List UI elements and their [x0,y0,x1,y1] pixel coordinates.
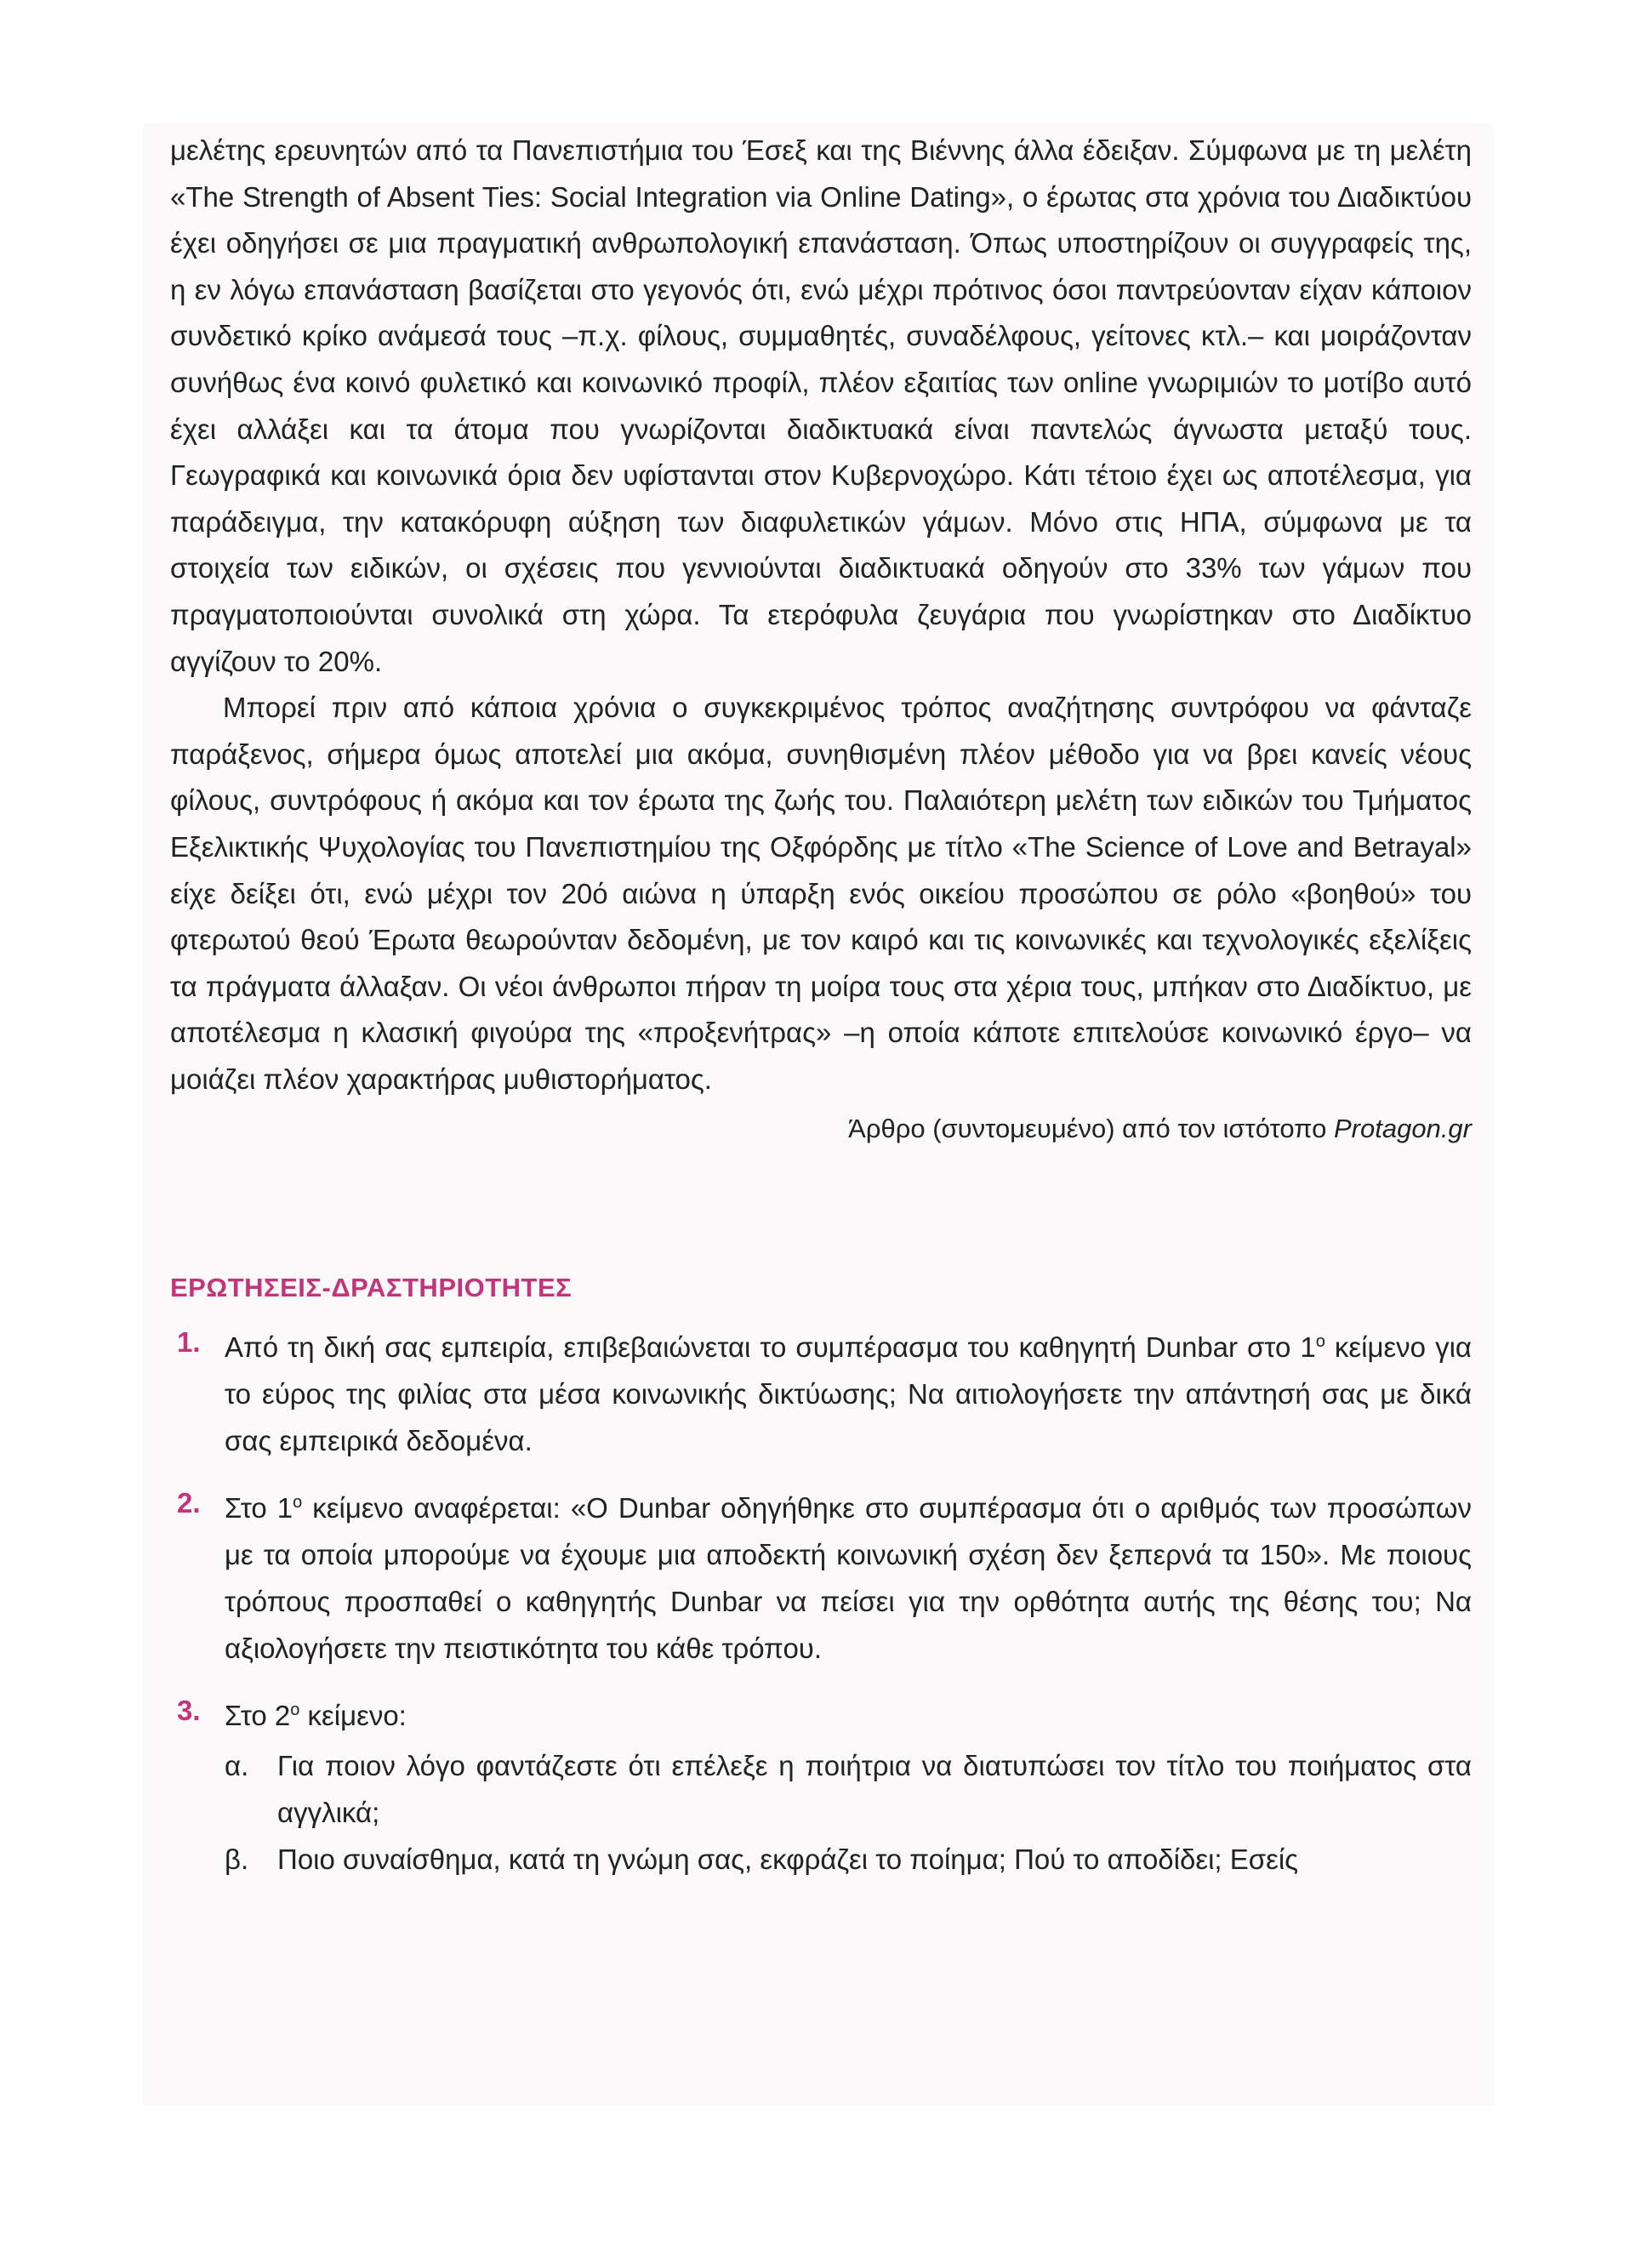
subquestion-a [225,1742,1472,1836]
question-number: 2. [177,1487,201,1519]
question-ordinal: ο [293,1493,303,1513]
subquestion-text: Ποιο συναίσθημα, κατά τη γνώμη σας, εκφράζει το ποίημα; Πού το αποδίδει; Εσείς [277,1843,1299,1876]
subquestion-list [225,1742,1472,1883]
question-text: Στο 1 [225,1492,293,1524]
questions-heading: ΕΡΩΤΗΣΕΙΣ-ΔΡΑΣΤΗΡΙΟΤΗΤΕΣ [170,1273,573,1303]
source-site: Protagon.gr [1334,1114,1472,1144]
question-item-3 [170,1687,1472,1883]
question-number: 3. [177,1695,201,1727]
subquestion-text: Για ποιον λόγο φαντάζεστε ότι επέλεξε η ποιήτρια να διατυπώσει τον τίτλο του ποιήματος στα αγγλικά; [277,1750,1472,1829]
subquestion-b [225,1836,1472,1883]
question-ordinal: ο [1315,1332,1325,1352]
subquestion-letter: α. [225,1750,249,1782]
question-text: Στο 2 [225,1700,291,1732]
article-paragraph-1: μελέτης ερευνητών από τα Πανεπιστήμια του Έσεξ και της Βιέννης άλλα έδειξαν. Σύμφωνα με τη μελέτη «The Strength of Absent Ties: Social Integration via Online Dating», ο έρωτας στα χρόνια του Διαδικτύου έχει οδηγήσει σε μια πραγματική ανθρωπολογική επανάσταση. Όπως υποστηρίζουν οι συγγραφείς της, η εν λόγω επανάσταση βασίζεται στο γεγονός ότι, ενώ μέχρι πρότινος όσοι παντρεύονταν είχαν κάποιον συνδετικό κρίκο ανάμεσά τους –π.χ. φίλους, συμμαθητές, συναδέλφους, γείτονες κτλ.– και μοιράζονταν συνήθως ένα κοινό φυλετικό και κοινωνικό προφίλ, πλέον εξαιτίας των online γνωριμιών το μοτίβο αυτό έχει αλλάξει και τα άτομα που γνωρίζονται διαδικτυακά είναι παντελώς άγνωστα μεταξύ τους. Γεωγραφικά και κοινωνικά όρια δεν υφίστανται στον Κυβερνοχώρο. Κάτι τέτοιο έχει ως αποτέλεσμα, για παράδειγμα, την κατακόρυφη αύξηση των διαφυλετικών γάμων. Μόνο στις ΗΠΑ, σύμφωνα με τα στοιχεία των ειδικών, οι σχέσεις που γεννιούνται διαδικτυακά οδηγούν στο 33% των γάμων που πραγματοποιούνται συνολικά στη χώρα. Τα ετερόφυλα ζευγάρια που γνωρίστηκαν στο Διαδίκτυο αγγίζουν το 20%. [170,134,1472,677]
question-item-1 [170,1319,1472,1464]
question-number: 1. [177,1326,201,1359]
question-text: Από τη δική σας εμπειρία, επιβεβαιώνεται το συμπέρασμα του καθηγητή Dunbar στο 1 [225,1331,1316,1364]
article-paragraph-2: Μπορεί πριν από κάποια χρόνια ο συγκεκριμένος τρόπος αναζήτησης συντρόφου να φάνταζε παράξενος, σήμερα όμως αποτελεί μια ακόμα, συνηθισμένη πλέον μέθοδο για να βρει κανείς νέους φίλους, συντρόφους ή ακόμα και τον έρωτα της ζωής του. Παλαιότερη μελέτη των ειδικών του Τμήματος Εξελικτικής Ψυχολογίας του Πανεπιστημίου της Οξφόρδης με τίτλο «The Science of Love and Betrayal» είχε δείξει ότι, ενώ μέχρι τον 20ό αιώνα η ύπαρξη ενός οικείου προσώπου σε ρόλο «βοηθού» του φτερωτού θεού Έρωτα θεωρούνταν δεδομένη, με τον καιρό και τις κοινωνικές και τεχνολογικές εξελίξεις τα πράγματα άλλαξαν. Οι νέοι άνθρωποι πήραν τη μοίρα τους στα χέρια τους, μπήκαν στο Διαδίκτυο, με αποτέλεσμα η κλασική φιγούρα της «προξενήτρας» –η οποία κάποτε επιτελούσε κοινωνικό έργο– να μοιάζει πλέον χαρακτήρας μυθιστορήματος. [170,692,1472,1095]
subquestion-letter: β. [225,1843,249,1876]
questions-list [170,1319,1472,1883]
page-content [170,128,1472,1898]
question-item-2 [170,1479,1472,1672]
question-ordinal: ο [290,1701,300,1720]
source-prefix: Άρθρο (συντομευμένο) από τον ιστότοπο [848,1114,1327,1144]
question-text-cont: κείμενο για το εύρος της φιλίας στα μέσα κοινωνικής δικτύωσης; Να αιτιολογήσετε την απάντησή σας με δικά σας εμπειρικά δεδομένα. [225,1331,1472,1457]
question-text-cont: κείμενο: [299,1700,407,1732]
question-text-cont: κείμενο αναφέρεται: «Ο Dunbar οδηγήθηκε στο συμπέρασμα ότι ο αριθμός των προσώπων με τα οποία μπορούμε να έχουμε μια αποδεκτή κοινωνική σχέση δεν ξεπερνά τα 150». Με ποιους τρόπους προσπαθεί ο καθηγητής Dunbar να πείσει για την ορθότητα αυτής της θέσης του; Να αξιολογήσετε την πειστικότητα του κάθε τρόπου. [225,1492,1473,1665]
article-source [170,1109,1472,1148]
